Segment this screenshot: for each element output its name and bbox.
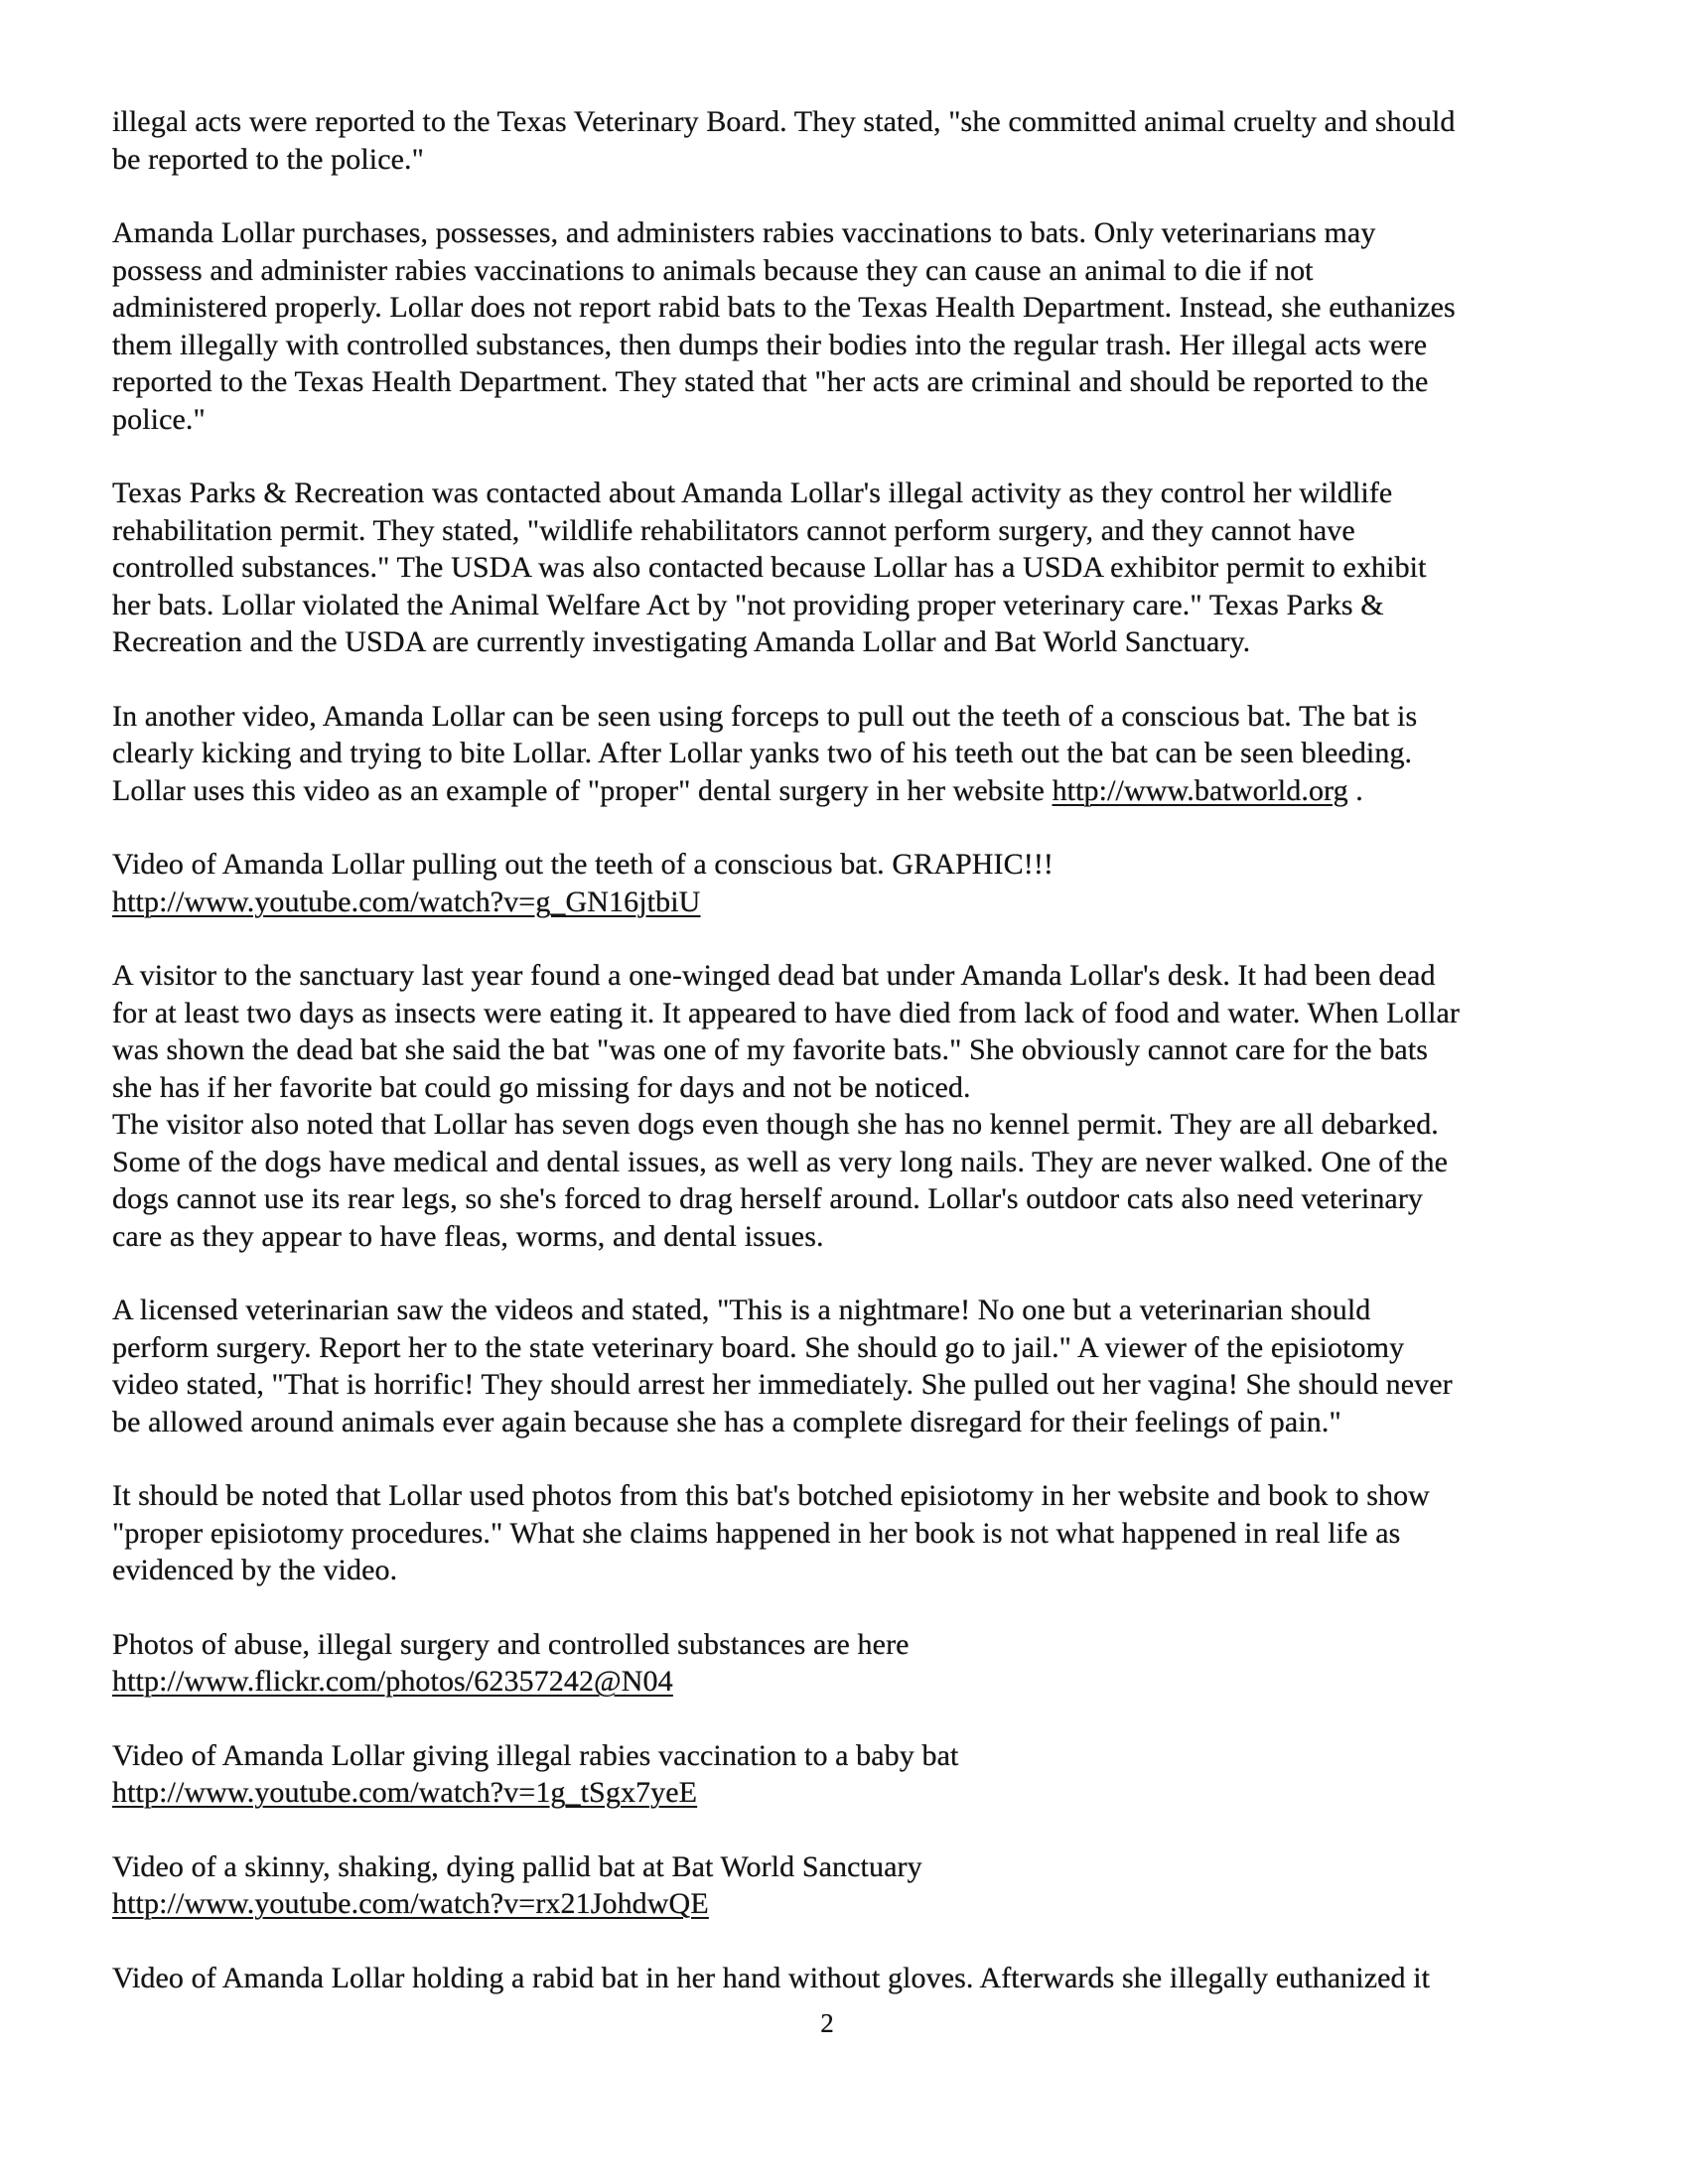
text-line: [112, 1885, 1631, 1923]
text-line: [112, 846, 1631, 884]
text-segment: Video of a skinny, shaking, dying pallid bat at Bat World Sanctuary: [112, 1849, 922, 1883]
text-line: [112, 549, 1631, 587]
paragraph: [112, 957, 1631, 1255]
text-segment: dogs cannot use its rear legs, so she's forced to drag herself around. Lollar's outdoor cats also need veterinary: [112, 1182, 1424, 1215]
text-segment: she has if her favorite bat could go missing for days and not be noticed.: [112, 1070, 971, 1104]
text-line: [112, 587, 1631, 624]
text-segment: possess and administer rabies vaccinations to animals because they can cause an animal to die if not: [112, 253, 1314, 287]
text-line: [112, 1737, 1631, 1775]
text-line: [112, 1774, 1631, 1812]
text-line: [112, 1218, 1631, 1256]
text-segment: video stated, "That is horrific! They should arrest her immediately. She pulled out her vagina! She should never: [112, 1368, 1453, 1401]
text-line: [112, 1106, 1631, 1144]
text-line: [112, 289, 1631, 327]
text-line: [112, 772, 1631, 810]
text-line: [112, 735, 1631, 772]
text-line: [112, 1144, 1631, 1181]
paragraph: [112, 103, 1631, 178]
text-segment: rehabilitation permit. They stated, "wildlife rehabilitators cannot perform surgery, and they cannot have: [112, 513, 1355, 547]
page-number: 2: [820, 2008, 834, 2038]
text-line: [112, 1292, 1631, 1329]
text-segment: Some of the dogs have medical and dental issues, as well as very long nails. They are never walked. One of the: [112, 1145, 1449, 1178]
hyperlink[interactable]: http://www.youtube.com/watch?v=rx21JohdwQE: [112, 1887, 709, 1920]
text-line: [112, 1404, 1631, 1441]
hyperlink[interactable]: http://www.flickr.com/photos/62357242@N04: [112, 1665, 673, 1698]
text-segment: for at least two days as insects were eating it. It appeared to have died from lack of food and water. When Lollar: [112, 996, 1461, 1029]
text-segment: police.": [112, 402, 206, 436]
paragraph: [112, 1848, 1631, 1923]
text-segment: clearly kicking and trying to bite Lollar. After Lollar yanks two of his teeth out the bat can be seen bleeding.: [112, 737, 1413, 769]
text-line: [112, 1366, 1631, 1404]
text-segment: "proper episiotomy procedures." What she claims happened in her book is not what happened in real life as: [112, 1516, 1401, 1550]
hyperlink[interactable]: http://www.youtube.com/watch?v=g_GN16jtbiU: [112, 885, 701, 918]
text-segment: .: [1347, 773, 1363, 807]
text-segment: Amanda Lollar purchases, possesses, and administers rabies vaccinations to bats. Only veterinarians may: [112, 216, 1376, 249]
text-segment: It should be noted that Lollar used photos from this bat's botched episiotomy in her website and book to show: [112, 1479, 1430, 1512]
text-segment: was shown the dead bat she said the bat "was one of my favorite bats." She obviously cannot care for the bats: [112, 1033, 1429, 1066]
text-line: [112, 363, 1631, 401]
text-segment: Photos of abuse, illegal surgery and controlled substances are here: [112, 1627, 910, 1661]
text-line: [112, 1515, 1631, 1553]
text-segment: In another video, Amanda Lollar can be seen using forceps to pull out the teeth of a conscious bat. The bat is: [112, 699, 1418, 733]
text-segment: evidenced by the video.: [112, 1554, 398, 1586]
text-segment: care as they appear to have fleas, worms, and dental issues.: [112, 1219, 824, 1253]
hyperlink[interactable]: http://www.youtube.com/watch?v=1g_tSgx7yeE: [112, 1776, 698, 1809]
text-segment: Video of Amanda Lollar pulling out the teeth of a conscious bat. GRAPHIC!!!: [112, 848, 1055, 881]
text-line: [112, 103, 1631, 141]
text-segment: perform surgery. Report her to the state veterinary board. She should go to jail." A viewer of the episiotomy: [112, 1330, 1405, 1364]
text-line: [112, 957, 1631, 995]
text-line: [112, 1960, 1631, 1997]
text-segment: Texas Parks & Recreation was contacted about Amanda Lollar's illegal activity as they control her wildlife: [112, 477, 1393, 509]
text-line: [112, 401, 1631, 439]
text-line: [112, 884, 1631, 921]
text-segment: illegal acts were reported to the Texas Veterinary Board. They stated, "she committed animal cruelty and should: [112, 105, 1456, 138]
paragraph: [112, 846, 1631, 920]
text-line: [112, 327, 1631, 364]
text-line: [112, 1663, 1631, 1701]
text-line: [112, 1069, 1631, 1107]
text-line: [112, 214, 1631, 252]
paragraph: [112, 698, 1631, 810]
text-line: [112, 1626, 1631, 1664]
document-body: [112, 103, 1631, 2033]
text-segment: Video of Amanda Lollar giving illegal rabies vaccination to a baby bat: [112, 1738, 959, 1772]
text-segment: A licensed veterinarian saw the videos and stated, "This is a nightmare! No one but a veterinarian should: [112, 1294, 1371, 1326]
text-line: [112, 1477, 1631, 1515]
text-line: [112, 1848, 1631, 1886]
text-line: [112, 512, 1631, 550]
text-segment: A visitor to the sanctuary last year found a one-winged dead bat under Amanda Lollar's desk. It had been dead: [112, 959, 1436, 992]
text-segment: Recreation and the USDA are currently investigating Amanda Lollar and Bat World Sanctuary.: [112, 625, 1251, 658]
text-segment: administered properly. Lollar does not report rabid bats to the Texas Health Department. Instead, she euthanizes: [112, 291, 1456, 324]
text-line: [112, 1552, 1631, 1589]
paragraph: [112, 1477, 1631, 1589]
paragraph: [112, 475, 1631, 661]
hyperlink[interactable]: http://www.batworld.org: [1052, 773, 1348, 807]
text-segment: Video of Amanda Lollar holding a rabid bat in her hand without gloves. Afterwards she illegally euthanized it: [112, 1961, 1431, 1994]
text-line: [112, 698, 1631, 736]
text-line: [112, 475, 1631, 512]
paragraph: [112, 1626, 1631, 1701]
paragraph: [112, 1292, 1631, 1440]
text-segment: her bats. Lollar violated the Animal Welfare Act by "not providing proper veterinary care." Texas Parks &: [112, 588, 1384, 621]
text-line: [112, 252, 1631, 290]
paragraph: [112, 1737, 1631, 1812]
text-line: [112, 1329, 1631, 1367]
text-segment: The visitor also noted that Lollar has seven dogs even though she has no kennel permit. They are all debarked.: [112, 1108, 1439, 1141]
text-line: [112, 1180, 1631, 1218]
text-line: [112, 623, 1631, 661]
text-segment: reported to the Texas Health Department. They stated that "her acts are criminal and should be reported to the: [112, 365, 1429, 398]
text-segment: Lollar uses this video as an example of "proper" dental surgery in her website: [112, 773, 1053, 807]
text-line: [112, 995, 1631, 1032]
text-segment: them illegally with controlled substances, then dumps their bodies into the regular trash. Her illegal acts were: [112, 328, 1428, 361]
text-segment: controlled substances." The USDA was also contacted because Lollar has a USDA exhibitor permit to exhibit: [112, 551, 1427, 584]
text-segment: be reported to the police.": [112, 142, 424, 176]
text-line: [112, 141, 1631, 179]
text-line: [112, 1031, 1631, 1069]
paragraph: [112, 214, 1631, 438]
text-segment: be allowed around animals ever again because she has a complete disregard for their feelings of pain.": [112, 1405, 1341, 1438]
paragraph: [112, 1960, 1631, 1997]
